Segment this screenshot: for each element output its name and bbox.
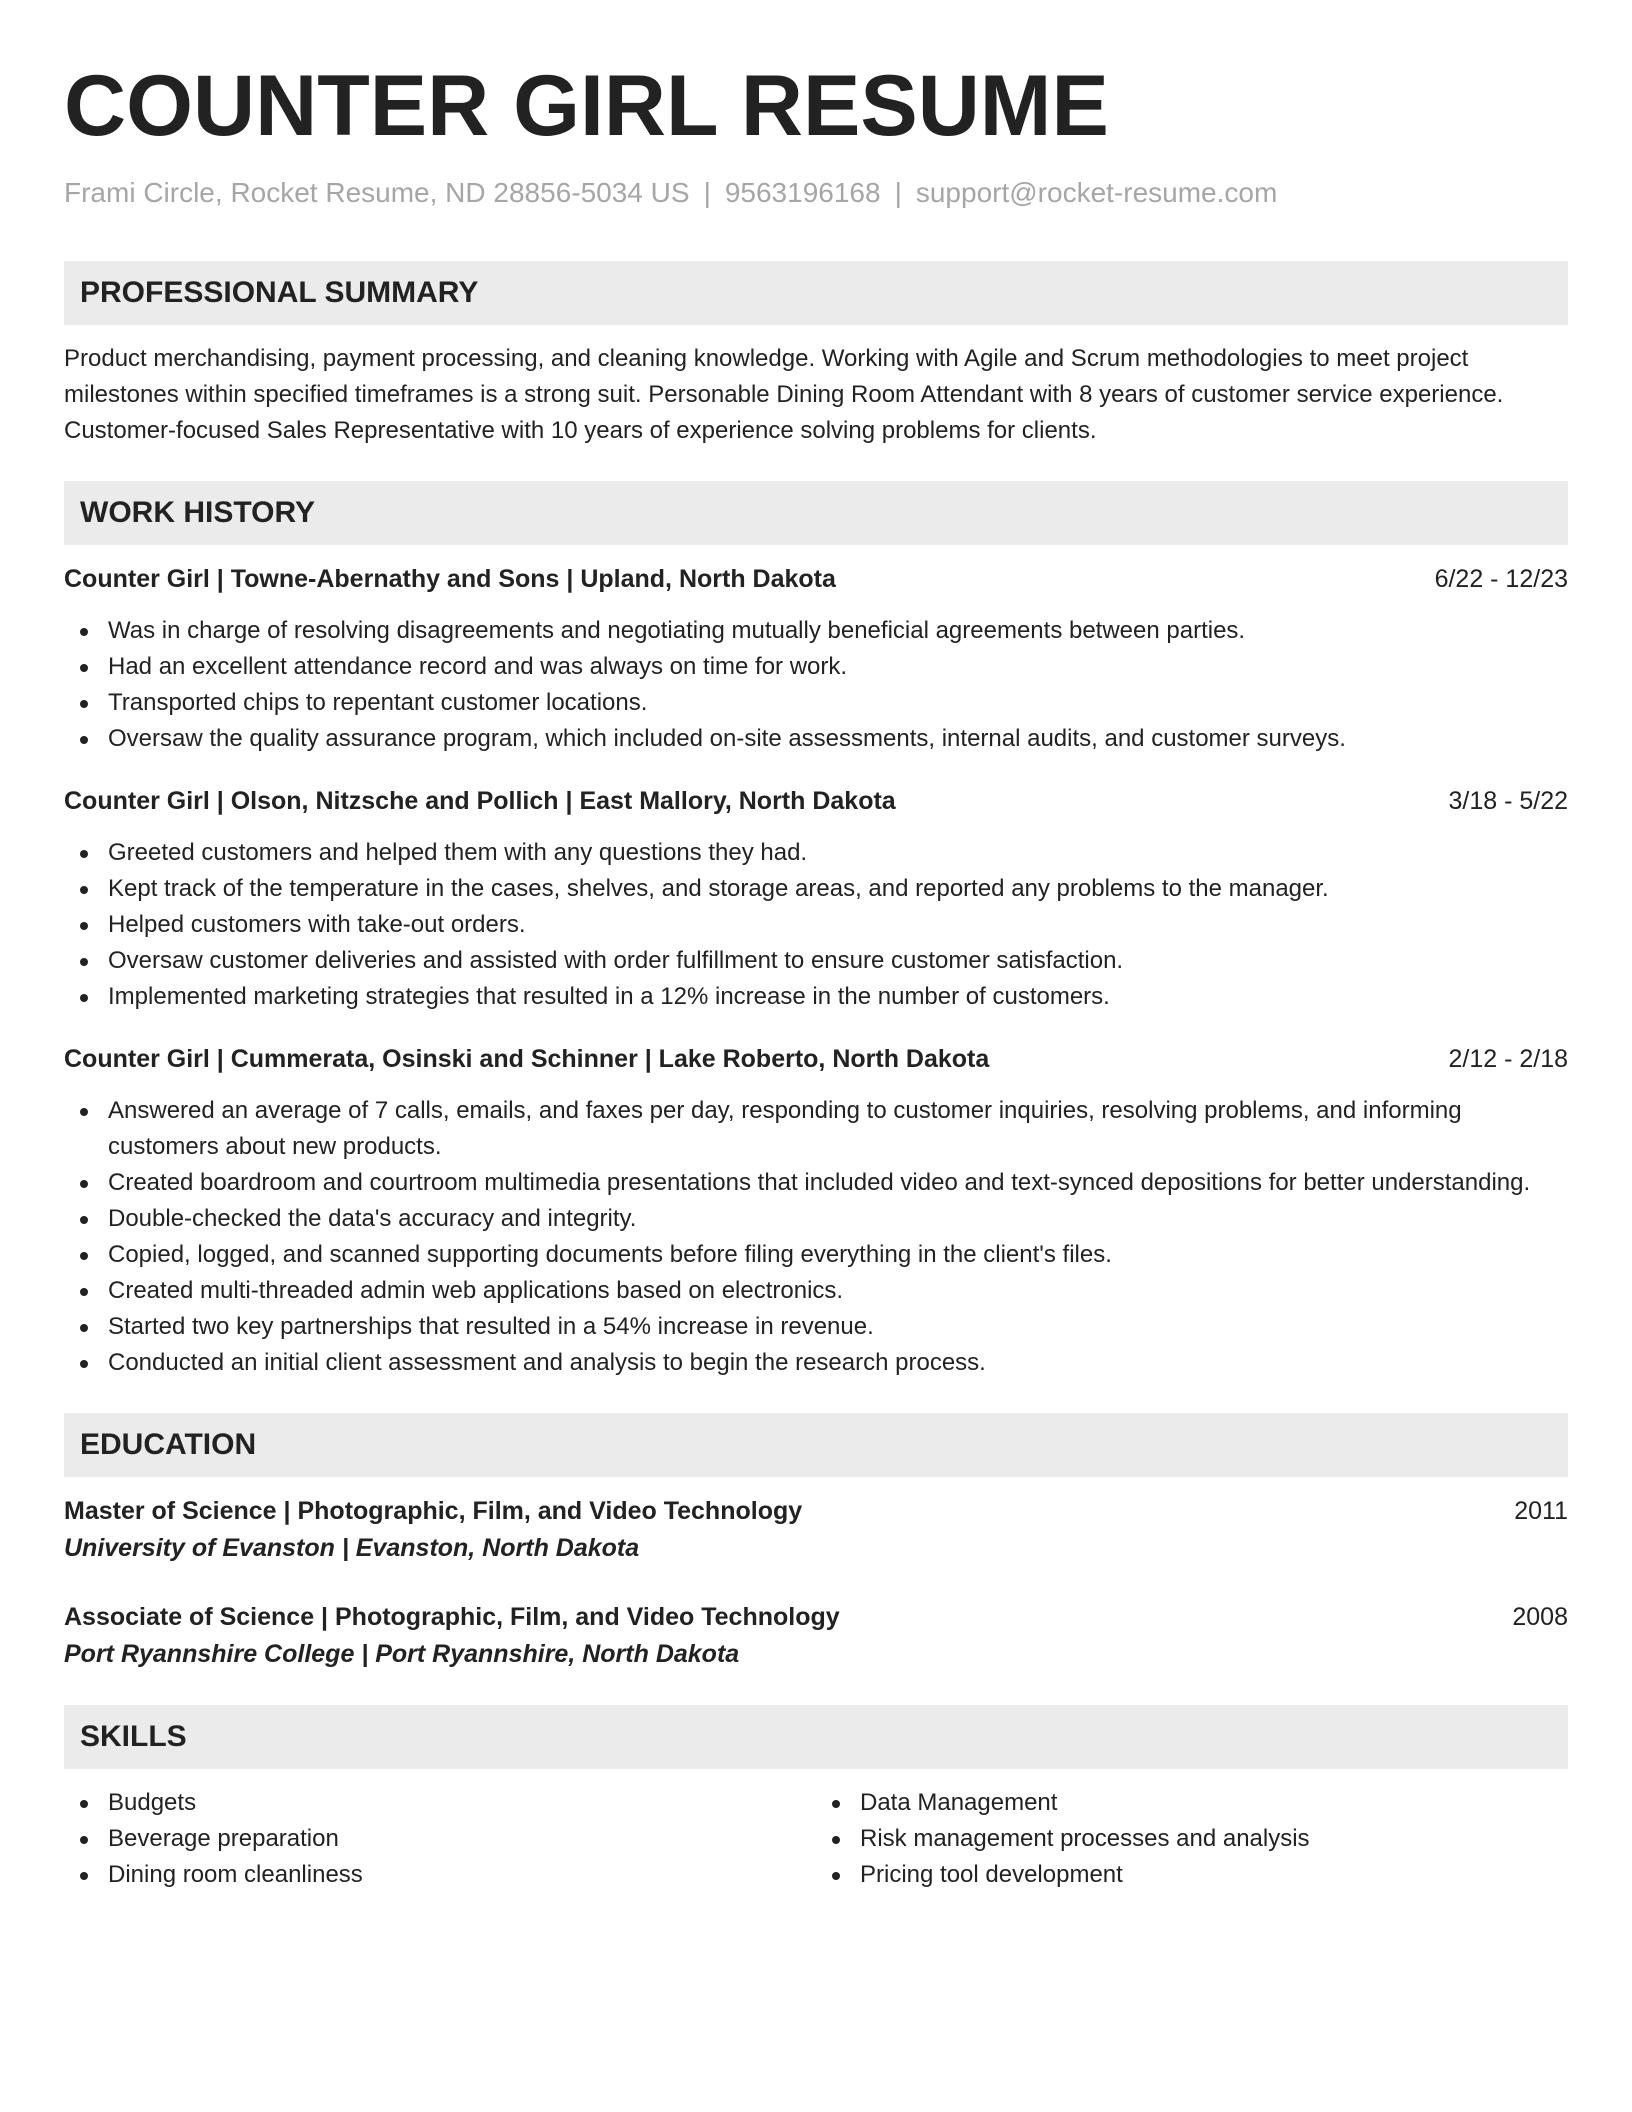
job-bullet: Greeted customers and helped them with any questions they had. bbox=[64, 835, 1568, 871]
job-header bbox=[64, 561, 1568, 597]
summary-text: Product merchandising, payment processing, and cleaning knowledge. Working with Agile and Scrum methodologies to meet project milestones within specified timeframes is a strong suit. Personable Dining Room Attendant with 8 years of customer service experience. Customer-focused Sales Representative with 10 years of experience solving problems for clients. bbox=[64, 345, 1504, 444]
skills-column-left bbox=[64, 1785, 816, 1893]
contact-separator: | bbox=[894, 177, 902, 208]
job-bullet: Oversaw the quality assurance program, which included on-site assessments, internal audits, and customer surveys. bbox=[64, 721, 1568, 757]
skills-column-right bbox=[816, 1785, 1568, 1893]
education-year: 2008 bbox=[1512, 1603, 1568, 1631]
job-bullets bbox=[64, 613, 1568, 757]
job-bullet: Double-checked the data's accuracy and integrity. bbox=[64, 1201, 1568, 1237]
education-school: University of Evanston | Evanston, North Dakota bbox=[64, 1534, 640, 1562]
job-bullet: Created multi-threaded admin web applications based on electronics. bbox=[64, 1273, 1568, 1309]
job-dates: 3/18 - 5/22 bbox=[1448, 787, 1568, 815]
job-bullet: Helped customers with take-out orders. bbox=[64, 907, 1568, 943]
job-bullet: Was in charge of resolving disagreements and negotiating mutually beneficial agreements between parties. bbox=[64, 613, 1568, 649]
section-heading-education: EDUCATION bbox=[64, 1413, 1568, 1477]
job-bullets bbox=[64, 1093, 1568, 1381]
job-bullet: Implemented marketing strategies that resulted in a 12% increase in the number of customers. bbox=[64, 979, 1568, 1015]
skill-item: Dining room cleanliness bbox=[64, 1857, 816, 1893]
skill-item: Data Management bbox=[816, 1785, 1568, 1821]
skills-grid bbox=[64, 1785, 1568, 1893]
skills-list bbox=[64, 1785, 816, 1893]
education-header bbox=[64, 1599, 1568, 1635]
job-header bbox=[64, 783, 1568, 819]
education-entry bbox=[64, 1599, 1568, 1673]
job-title: Counter Girl | Towne-Abernathy and Sons | Upland, North Dakota bbox=[64, 565, 836, 593]
contact-line bbox=[64, 176, 1568, 210]
section-heading-summary: PROFESSIONAL SUMMARY bbox=[64, 261, 1568, 325]
contact-phone: 9563196168 bbox=[724, 177, 881, 208]
job-bullet: Created boardroom and courtroom multimedia presentations that included video and text-synced depositions for better understanding. bbox=[64, 1165, 1568, 1201]
education-year: 2011 bbox=[1514, 1497, 1568, 1525]
job-title: Counter Girl | Olson, Nitzsche and Pollich | East Mallory, North Dakota bbox=[64, 787, 896, 815]
education-school: Port Ryannshire College | Port Ryannshire, North Dakota bbox=[64, 1640, 740, 1668]
resume-title: COUNTER GIRL RESUME bbox=[64, 58, 1109, 154]
job-bullet: Started two key partnerships that resulted in a 54% increase in revenue. bbox=[64, 1309, 1568, 1345]
education-entry bbox=[64, 1493, 1568, 1567]
job-bullet: Answered an average of 7 calls, emails, and faxes per day, responding to customer inquiries, resolving problems, and informing customers about new products. bbox=[64, 1093, 1568, 1165]
skill-item: Risk management processes and analysis bbox=[816, 1821, 1568, 1857]
job-bullet: Had an excellent attendance record and was always on time for work. bbox=[64, 649, 1568, 685]
job-entry bbox=[64, 561, 1568, 757]
contact-email: support@rocket-resume.com bbox=[915, 177, 1278, 208]
skill-item: Budgets bbox=[64, 1785, 816, 1821]
job-bullet: Conducted an initial client assessment and analysis to begin the research process. bbox=[64, 1345, 1568, 1381]
section-heading-skills: SKILLS bbox=[64, 1705, 1568, 1769]
section-heading-work-history: WORK HISTORY bbox=[64, 481, 1568, 545]
education-header bbox=[64, 1493, 1568, 1529]
contact-address: Frami Circle, Rocket Resume, ND 28856-5034 US bbox=[64, 177, 690, 208]
job-bullet: Copied, logged, and scanned supporting documents before filing everything in the client's files. bbox=[64, 1237, 1568, 1273]
skills-list bbox=[816, 1785, 1568, 1893]
skill-item: Pricing tool development bbox=[816, 1857, 1568, 1893]
job-header bbox=[64, 1041, 1568, 1077]
job-bullet: Kept track of the temperature in the cases, shelves, and storage areas, and reported any problems to the manager. bbox=[64, 871, 1568, 907]
job-bullet: Transported chips to repentant customer locations. bbox=[64, 685, 1568, 721]
contact-separator: | bbox=[703, 177, 711, 208]
job-title: Counter Girl | Cummerata, Osinski and Schinner | Lake Roberto, North Dakota bbox=[64, 1045, 990, 1073]
job-bullet: Oversaw customer deliveries and assisted with order fulfillment to ensure customer satisfaction. bbox=[64, 943, 1568, 979]
job-dates: 2/12 - 2/18 bbox=[1448, 1045, 1568, 1073]
education-degree: Master of Science | Photographic, Film, and Video Technology bbox=[64, 1497, 803, 1525]
job-entry bbox=[64, 783, 1568, 1015]
job-entry bbox=[64, 1041, 1568, 1381]
education-degree: Associate of Science | Photographic, Film, and Video Technology bbox=[64, 1603, 840, 1631]
job-dates: 6/22 - 12/23 bbox=[1434, 565, 1568, 593]
skill-item: Beverage preparation bbox=[64, 1821, 816, 1857]
job-bullets bbox=[64, 835, 1568, 1015]
